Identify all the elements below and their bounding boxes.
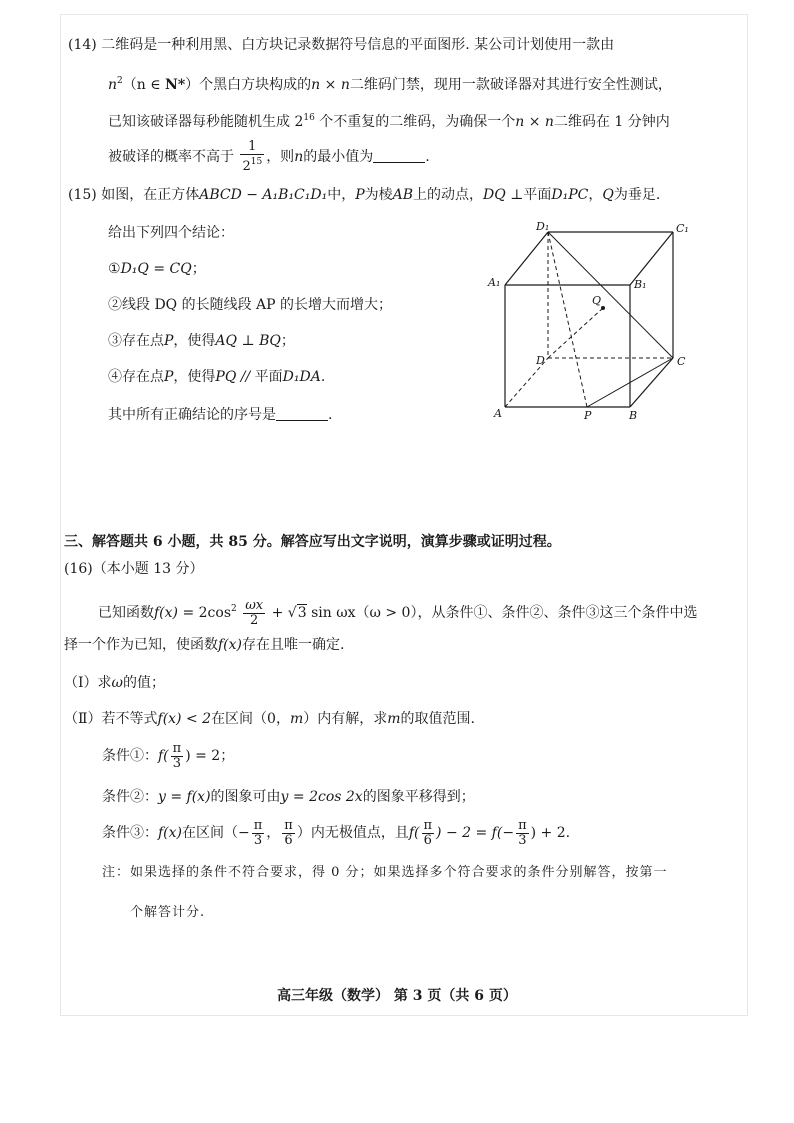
edge-BC [630, 358, 673, 407]
q16-note-line-1: 注：如果选择的条件不符合要求，得 0 分；如果选择多个符合要求的条件分别解答，按第一 [102, 865, 668, 880]
q14-fraction: $\frac{1}{2^{15}}$ [242, 139, 263, 174]
edge-A1D1 [505, 232, 548, 285]
q16-line-1: 已知函数$f(x) = 2\cos^2$ $\frac{\omega x}{2}$ + √3 sin ωx（ω > 0），从条件①、条件②、条件③这三个条件中选 [98, 597, 698, 628]
fraction-pi-6-b: $\frac{\pi}{6}$ [423, 817, 433, 848]
q14-answer-blank [373, 148, 425, 163]
q14-line-2: $n^2(n$ ∈ N*）个黑白方块构成的n × n二维码门禁，现用一款破译器对其进行安全性测试， [108, 76, 672, 93]
q15-line-1: (15) 如图，在正方体ABCD − A₁B₁C₁D₁中，P为棱AB上的动点，DQ ⊥平面D₁PC，Q为垂足. [68, 187, 661, 203]
label-B1: B₁ [634, 278, 647, 291]
label-Q: Q [592, 294, 602, 307]
q15-given: 给出下列四个结论： [108, 225, 234, 241]
q16-part-1: （Ⅰ）求ω的值； [64, 675, 165, 691]
label-B: B [629, 409, 638, 422]
q15-answer-blank [276, 406, 328, 421]
q16-condition-3: 条件③：f(x)在区间（− $\frac{\pi}{3}$ ， $\frac{\pi}{6}$ ）内无极值点，且f( $\frac{\pi}{6}$ ) − 2 = f(− $\frac{\pi}{3}$ ) + 2. [102, 817, 571, 848]
label-C1: C₁ [676, 222, 689, 235]
q15-conclusion-1: ①D₁Q = CQ； [108, 261, 206, 277]
q16-heading: (16)（本小题 13 分） [64, 561, 204, 577]
segment-D1C [548, 232, 673, 358]
cube-figure [480, 218, 700, 424]
q16-note-line-2: 个解答计分. [130, 905, 206, 920]
label-A: A [494, 407, 502, 420]
point-Q [601, 306, 605, 310]
label-C: C [677, 355, 686, 368]
fraction-pi-3-a: $\frac{\pi}{3}$ [253, 817, 263, 848]
segment-D1P-hidden [548, 232, 587, 407]
label-D1: D₁ [536, 220, 550, 233]
section-3-heading: 三、解答题共 6 小题，共 85 分。解答应写出文字说明，演算步骤或证明过程。 [64, 534, 561, 550]
q14-number: (14) [68, 37, 97, 53]
q15-conclusion-3: ③存在点P，使得AQ ⊥ BQ； [108, 333, 295, 349]
q16-part-2: （Ⅱ）若不等式f(x) < 2在区间（0，m）内有解，求m的取值范围. [64, 711, 475, 727]
q16-fraction-wx2: $\frac{\omega x}{2}$ [245, 597, 264, 628]
q15-number: (15) [68, 187, 97, 203]
q16-line-2: 择一个作为已知，使函数f(x)存在且唯一确定. [64, 637, 345, 653]
q14-line-4: 被破译的概率不高于 $\frac{1}{2^{15}}$ ，则n的最小值为 . [108, 139, 430, 174]
q14-line-1: (14) 二维码是一种利用黑、白方块记录数据符号信息的平面图形. 某公司计划使用一款由 [68, 37, 615, 53]
label-D: D [536, 354, 545, 367]
q16-condition-1: 条件①：f( $\frac{\pi}{3}$ ) = 2； [102, 740, 235, 771]
fraction-pi-3-b: $\frac{\pi}{3}$ [518, 817, 527, 848]
label-A1: A₁ [488, 276, 501, 289]
q15-conclusion-2: ②线段 DQ 的长随线段 AP 的长增大而增大； [108, 297, 393, 313]
fraction-pi-6-a: $\frac{\pi}{6}$ [284, 817, 293, 848]
q16-condition-2: 条件②：y = f(x)的图象可由y = 2cos 2x的图象平移得到； [102, 789, 475, 805]
q14-line-3: 已知该破译器每秒能随机生成 $2^{16}$ 个不重复的二维码，为确保一个n × n二维码在 1 分钟内 [108, 113, 670, 130]
page-footer: 高三年级（数学） 第 3 页（共 6 页） [277, 988, 517, 1004]
q15-conclusion-4: ④存在点P，使得PQ // 平面D₁DA. [108, 369, 326, 385]
q15-question: 其中所有正确结论的序号是 . [108, 407, 333, 423]
fraction-pi-3: $\frac{\pi}{3}$ [172, 740, 182, 771]
label-P: P [584, 409, 592, 422]
segment-DQ-hidden [548, 308, 603, 358]
